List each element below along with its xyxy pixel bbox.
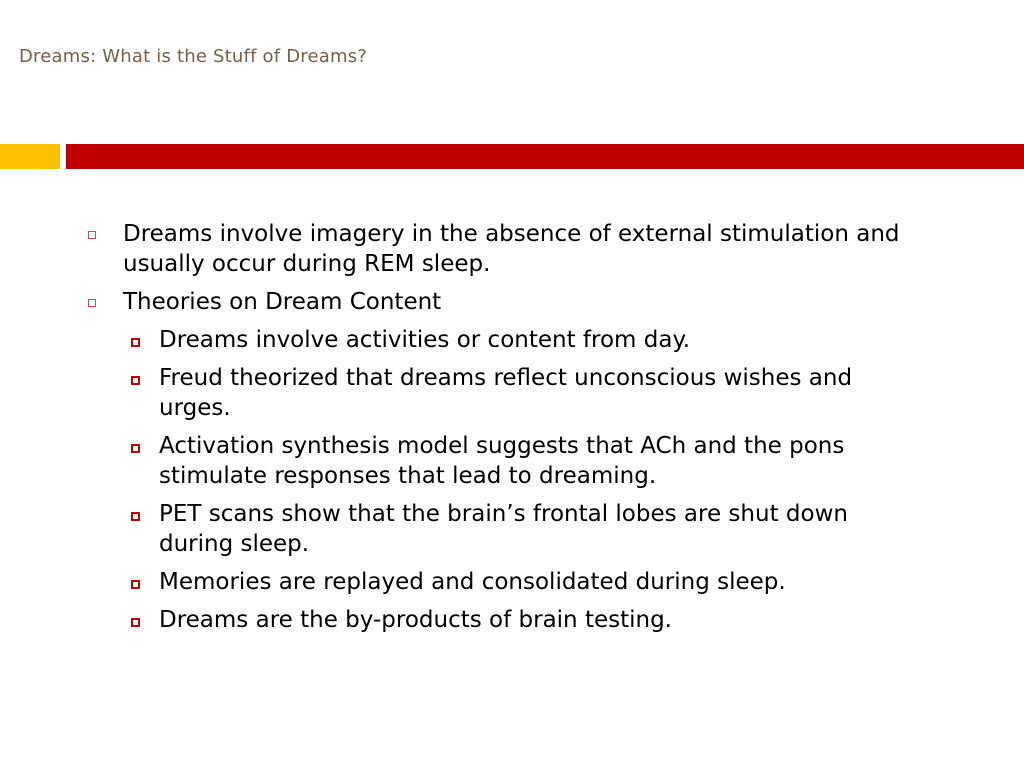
slide-content xyxy=(88,219,918,643)
bullet-item xyxy=(88,219,918,279)
framed-square-icon xyxy=(131,618,140,627)
slide-title: Dreams: What is the Stuff of Dreams? xyxy=(19,46,368,67)
sub-bullet-item xyxy=(88,499,918,559)
sub-bullet-list xyxy=(88,325,918,635)
title-divider-bar xyxy=(66,144,1024,169)
sub-bullet-item xyxy=(88,325,918,355)
sub-bullet-text: Memories are replayed and consolidated during sleep. xyxy=(159,569,786,595)
title-accent-bar xyxy=(0,144,60,169)
sub-bullet-item xyxy=(88,567,918,597)
framed-square-icon xyxy=(131,444,140,453)
sub-bullet-text: Dreams involve activities or content from day. xyxy=(159,327,691,353)
bullet-item xyxy=(88,287,918,635)
framed-square-icon xyxy=(131,338,140,347)
sub-bullet-text: Activation synthesis model suggests that ACh and the pons stimulate responses that lead to dreaming. xyxy=(159,433,845,489)
framed-square-icon xyxy=(131,512,140,521)
bullet-text: Dreams involve imagery in the absence of external stimulation and usually occur during REM sleep. xyxy=(123,221,900,277)
sub-bullet-text: Freud theorized that dreams reflect unconscious wishes and urges. xyxy=(159,365,853,421)
hollow-square-icon xyxy=(88,299,96,307)
sub-bullet-item xyxy=(88,605,918,635)
bullet-text: Theories on Dream Content xyxy=(123,289,442,315)
hollow-square-icon xyxy=(88,231,96,239)
sub-bullet-item xyxy=(88,431,918,491)
sub-bullet-text: PET scans show that the brain’s frontal lobes are shut down during sleep. xyxy=(159,501,848,557)
sub-bullet-text: Dreams are the by-products of brain testing. xyxy=(159,607,672,633)
framed-square-icon xyxy=(131,580,140,589)
sub-bullet-item xyxy=(88,363,918,423)
framed-square-icon xyxy=(131,376,140,385)
